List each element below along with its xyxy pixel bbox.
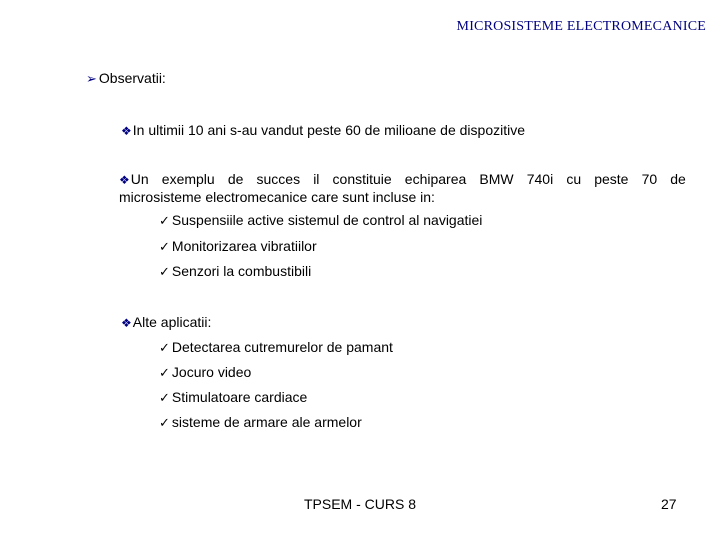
diamond-icon: ❖: [119, 173, 130, 187]
footer-course: TPSEM - CURS 8: [303, 496, 416, 512]
sub-item: [159, 339, 393, 356]
sub-item-text: Senzori la combustibili: [171, 263, 312, 279]
bullet-2-word: peste: [594, 171, 629, 187]
sub-item: [159, 263, 311, 280]
sub-item: [159, 364, 251, 381]
bullet-2-word: 740i: [526, 171, 554, 187]
sub-item-text: sisteme de armare ale armelor: [171, 414, 362, 430]
bullet-3: [121, 314, 211, 332]
sub-item-text: Detectarea cutremurelor de pamant: [171, 339, 393, 355]
header-title: MICROSISTEME ELECTROMECANICE: [456, 19, 706, 34]
bullet-2-word: de: [670, 171, 686, 187]
bullet-2-line-2: microsisteme electromecanice care sunt incluse in:: [119, 189, 435, 205]
arrow-icon: ➢: [86, 71, 97, 86]
sub-item: [159, 389, 307, 406]
check-icon: ✓: [159, 365, 170, 380]
sub-item: [159, 212, 482, 229]
check-icon: ✓: [159, 340, 170, 355]
bullet-2: [119, 171, 686, 206]
sub-item-text: Jocuro video: [171, 364, 252, 380]
check-icon: ✓: [159, 213, 170, 228]
sub-item: [159, 414, 362, 431]
bullet-3-text: Alte aplicatii:: [132, 314, 212, 330]
check-icon: ✓: [159, 390, 170, 405]
bullet-2-word: de: [227, 171, 244, 187]
bullet-1: [121, 122, 525, 140]
bullet-2-word: succes: [256, 171, 301, 187]
check-icon: ✓: [159, 264, 170, 279]
check-icon: ✓: [159, 239, 170, 254]
diamond-icon: ❖: [121, 316, 132, 330]
bullet-1-text: In ultimii 10 ani s-au vandut peste 60 de milioane de dispozitive: [132, 122, 525, 138]
bullet-2-word: constituie: [332, 171, 392, 187]
bullet-2-word: cu: [566, 171, 582, 187]
bullet-2-line-1: [119, 171, 686, 189]
section-title: Observatii:: [98, 70, 166, 86]
bullet-2-word: il: [313, 171, 320, 187]
sub-item-text: Suspensiile active sistemul de control al navigatiei: [171, 212, 483, 228]
bullet-2-word: echiparea: [404, 171, 467, 187]
sub-item: [159, 238, 317, 255]
section-heading: [86, 70, 166, 87]
sub-item-text: Monitorizarea vibratiilor: [171, 238, 317, 254]
bullet-2-word: 70: [641, 171, 658, 187]
diamond-icon: ❖: [121, 124, 132, 138]
page-number: 27: [661, 496, 677, 512]
sub-item-text: Stimulatoare cardiace: [171, 389, 308, 405]
bullet-2-word: BMW: [479, 171, 514, 187]
bullet-2-word: exemplu: [161, 171, 215, 187]
check-icon: ✓: [159, 415, 170, 430]
bullet-2-word: ❖Un: [119, 171, 149, 187]
